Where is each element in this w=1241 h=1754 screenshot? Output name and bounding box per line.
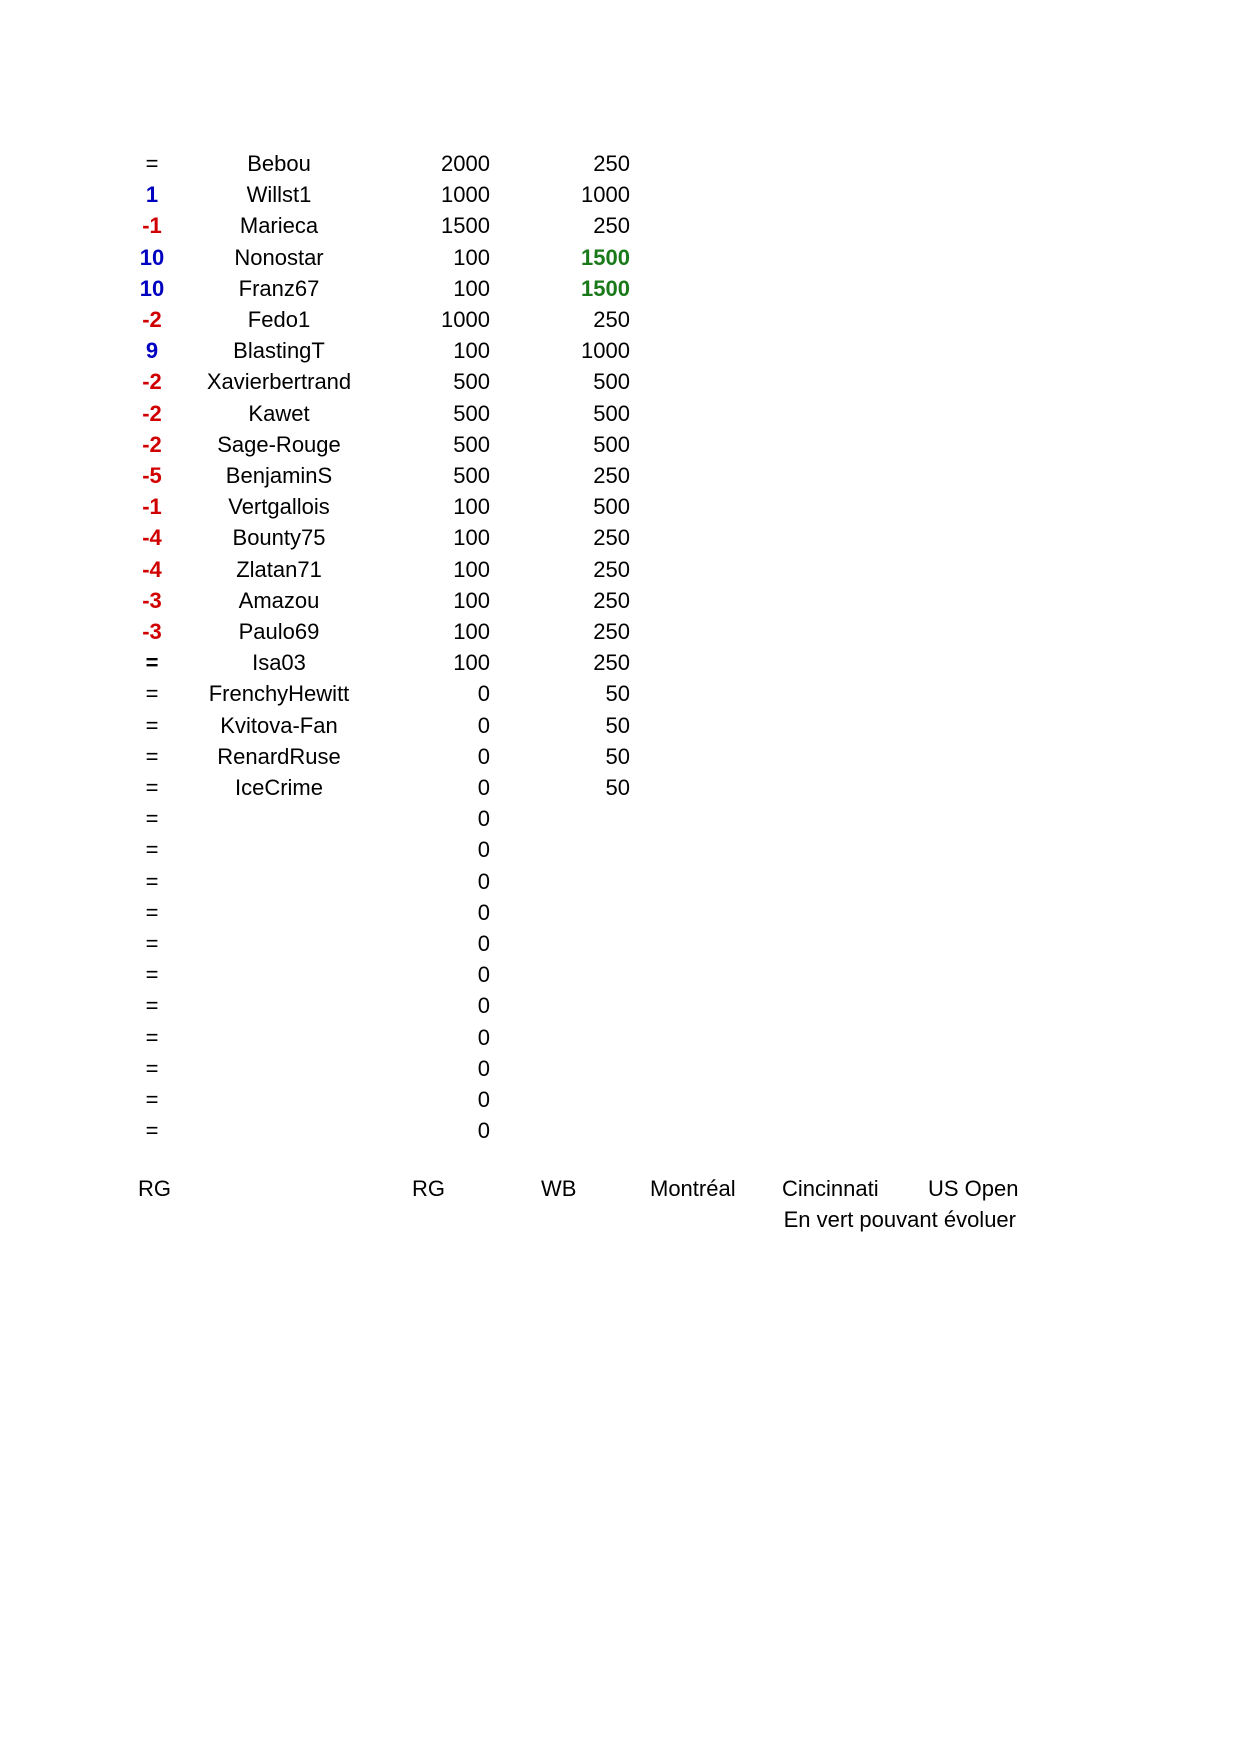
table-row [0, 1084, 1241, 1115]
rank-change: = [145, 775, 159, 800]
wb-points: 250 [593, 151, 630, 176]
rank-change: = [145, 1118, 159, 1144]
player-name [184, 897, 374, 928]
rg-points: 100 [453, 275, 490, 301]
player-name [184, 1053, 374, 1084]
table-row [0, 179, 1241, 210]
rank-change: 1 [145, 182, 159, 208]
wb-points [530, 803, 630, 834]
player-name: Zlatan71 [236, 556, 322, 582]
table-row [0, 460, 1241, 491]
rank-change: = [145, 868, 159, 894]
footer-note-row [0, 1204, 1241, 1235]
rank-change: = [145, 837, 159, 863]
wb-points [530, 1084, 630, 1115]
player-name: RenardRuse [217, 743, 341, 769]
player-name: Sage-Rouge [217, 431, 341, 457]
rg-points: 0 [477, 806, 490, 832]
rank-change: = [145, 1055, 159, 1081]
table-row [0, 1053, 1241, 1084]
rg-points: 100 [453, 525, 490, 551]
player-name: Vertgallois [228, 494, 330, 520]
rank-change: = [145, 650, 159, 676]
player-name [184, 834, 374, 865]
player-name [184, 803, 374, 834]
table-row [0, 834, 1241, 865]
table-row [0, 928, 1241, 959]
footer-rg-label: RG [138, 1176, 171, 1201]
rg-points: 0 [477, 962, 490, 988]
rg-points: 1500 [441, 213, 490, 239]
rg-points: 0 [477, 993, 490, 1019]
player-name: Bebou [247, 151, 311, 176]
wb-points [530, 834, 630, 865]
player-name: Xavierbertrand [206, 369, 352, 395]
player-name: Nonostar [234, 244, 324, 270]
rank-change: = [145, 151, 159, 176]
player-name: FrenchyHewitt [208, 681, 350, 707]
footer-usopen-label: US Open [928, 1176, 1019, 1201]
rank-change: = [145, 1024, 159, 1050]
wb-points: 250 [593, 307, 630, 332]
player-name [184, 928, 374, 959]
wb-points: 250 [593, 556, 630, 582]
rg-points: 100 [453, 556, 490, 582]
footer-montreal-label: Montréal [650, 1176, 736, 1201]
wb-points [530, 1022, 630, 1053]
player-name [184, 1115, 374, 1146]
wb-points: 250 [593, 463, 630, 488]
rg-points: 500 [453, 463, 490, 488]
table-row [0, 491, 1241, 522]
rg-points: 100 [453, 619, 490, 644]
rg-points: 100 [453, 338, 490, 364]
rank-change: -3 [142, 619, 162, 644]
rg-points: 1000 [441, 307, 490, 332]
wb-points: 250 [593, 650, 630, 676]
table-row [0, 959, 1241, 990]
rank-change: = [145, 1087, 159, 1112]
table-row [0, 366, 1241, 397]
table-row [0, 304, 1241, 335]
table-row [0, 273, 1241, 304]
rg-points: 0 [477, 775, 490, 800]
table-row [0, 429, 1241, 460]
player-name: BlastingT [233, 338, 325, 364]
table-row [0, 772, 1241, 803]
rank-change: 10 [139, 275, 165, 301]
rank-change: -4 [142, 556, 162, 582]
wb-points: 1500 [581, 244, 630, 270]
wb-points: 250 [593, 213, 630, 239]
rank-change: = [145, 899, 159, 925]
rank-change: -1 [142, 213, 162, 239]
wb-points [530, 1053, 630, 1084]
rg-points: 100 [453, 494, 490, 520]
player-name [184, 866, 374, 897]
player-name [184, 959, 374, 990]
player-name: Fedo1 [247, 307, 311, 332]
rg-points: 500 [453, 369, 490, 395]
table-row [0, 1022, 1241, 1053]
player-name [184, 1084, 374, 1115]
rg-points: 2000 [441, 151, 490, 176]
wb-points: 250 [593, 619, 630, 644]
player-name: Willst1 [246, 182, 312, 208]
table-row [0, 554, 1241, 585]
rank-change: = [145, 743, 159, 769]
rg-points: 0 [477, 1118, 490, 1144]
rank-change: = [145, 806, 159, 832]
table-row [0, 522, 1241, 553]
rg-points: 0 [477, 899, 490, 925]
rg-points: 500 [453, 431, 490, 457]
wb-points: 50 [605, 775, 630, 800]
wb-points: 500 [593, 494, 630, 520]
player-name [184, 990, 374, 1021]
wb-points: 50 [605, 712, 630, 738]
rg-points: 0 [477, 1024, 490, 1050]
footer-headers [0, 1173, 1241, 1204]
rank-change: -3 [142, 587, 162, 613]
rank-change: -4 [142, 525, 162, 551]
wb-points [530, 1115, 630, 1146]
rank-change: = [145, 931, 159, 956]
wb-points: 250 [593, 525, 630, 551]
player-name: IceCrime [234, 775, 323, 800]
rg-points: 0 [477, 868, 490, 894]
player-name: Amazou [238, 587, 320, 613]
rg-points: 100 [453, 587, 490, 613]
footer-wb-column-label: WB [541, 1176, 577, 1201]
table-row [0, 866, 1241, 897]
legend-note: En vert pouvant évoluer [783, 1207, 1016, 1232]
rg-points: 100 [453, 244, 490, 270]
table-row [0, 398, 1241, 429]
table-row [0, 710, 1241, 741]
table-row [0, 335, 1241, 366]
wb-points: 1500 [581, 275, 630, 301]
wb-points [530, 959, 630, 990]
wb-points: 50 [605, 681, 630, 707]
table-row [0, 148, 1241, 179]
player-name: Isa03 [252, 650, 306, 676]
rg-points: 1000 [441, 182, 490, 208]
wb-points: 50 [605, 743, 630, 769]
table-row [0, 210, 1241, 241]
rg-points: 0 [477, 743, 490, 769]
wb-points: 500 [593, 431, 630, 457]
rank-change: -1 [142, 494, 162, 520]
rank-change: -5 [142, 463, 162, 488]
player-name: Bounty75 [232, 525, 326, 551]
table-row [0, 242, 1241, 273]
player-name: Paulo69 [238, 619, 320, 644]
player-name: Kvitova-Fan [220, 712, 338, 738]
footer-rg-column-label: RG [412, 1176, 445, 1201]
rg-points: 0 [477, 681, 490, 707]
player-name: Marieca [239, 213, 319, 239]
rg-points: 0 [477, 1087, 490, 1112]
rank-change: 10 [139, 244, 165, 270]
rg-points: 0 [477, 712, 490, 738]
rank-change: -2 [142, 400, 162, 426]
table-row [0, 585, 1241, 616]
rank-change: -2 [142, 307, 162, 332]
table-row [0, 803, 1241, 834]
rank-change: -2 [142, 369, 162, 395]
footer-cincinnati-label: Cincinnati [782, 1176, 879, 1201]
rg-points: 0 [477, 1055, 490, 1081]
wb-points [530, 928, 630, 959]
table-row [0, 1115, 1241, 1146]
rg-points: 0 [477, 931, 490, 956]
player-name: BenjaminS [225, 463, 333, 488]
rank-change: = [145, 712, 159, 738]
wb-points: 500 [593, 369, 630, 395]
player-name: Franz67 [238, 275, 320, 301]
wb-points [530, 866, 630, 897]
table-row [0, 897, 1241, 928]
wb-points: 1000 [581, 182, 630, 208]
table-row [0, 990, 1241, 1021]
table-row [0, 741, 1241, 772]
table-row [0, 647, 1241, 678]
wb-points: 250 [593, 587, 630, 613]
wb-points: 500 [593, 400, 630, 426]
table-row [0, 678, 1241, 709]
rg-points: 0 [477, 837, 490, 863]
rank-change: -2 [142, 431, 162, 457]
player-name [184, 1022, 374, 1053]
rank-change: = [145, 993, 159, 1019]
wb-points [530, 990, 630, 1021]
table-row [0, 616, 1241, 647]
wb-points [530, 897, 630, 928]
wb-points: 1000 [581, 338, 630, 364]
rg-points: 100 [453, 650, 490, 676]
rg-points: 500 [453, 400, 490, 426]
rank-change: = [145, 962, 159, 988]
rank-change: 9 [145, 338, 159, 364]
player-name: Kawet [248, 400, 310, 426]
rank-change: = [145, 681, 159, 707]
